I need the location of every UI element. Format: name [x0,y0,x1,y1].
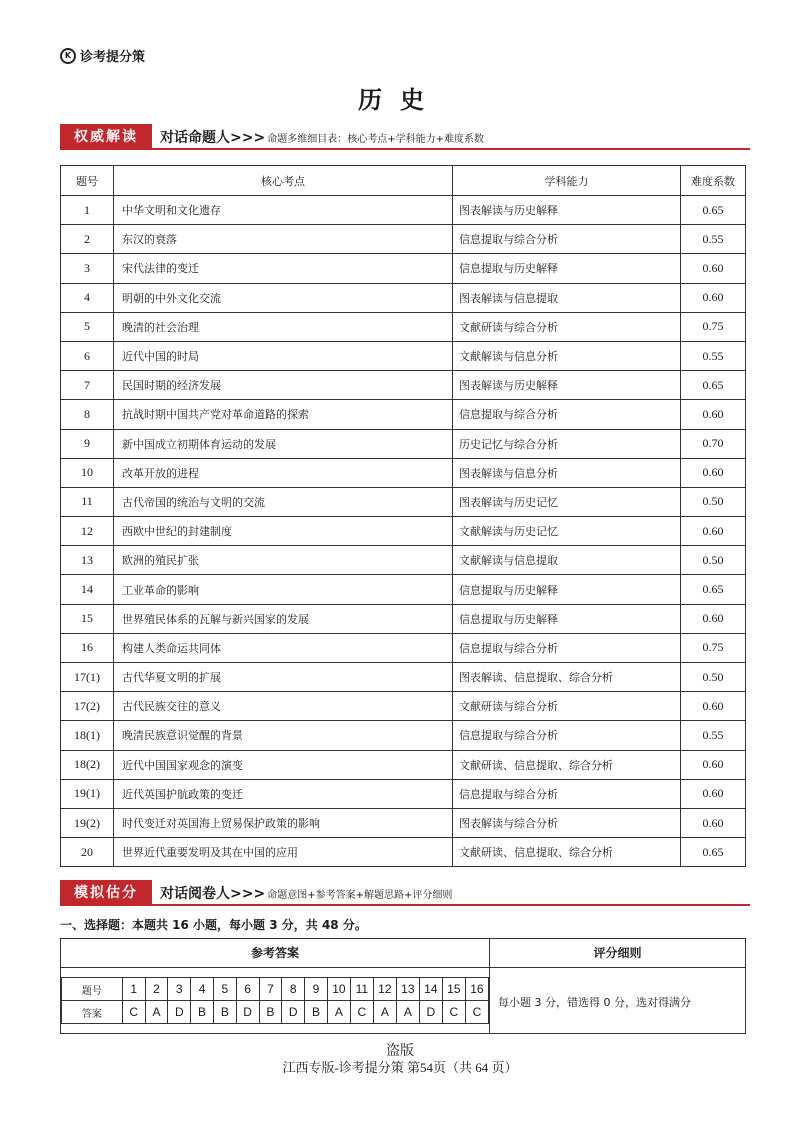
table-row [61,517,746,546]
table-row [61,692,746,721]
reference-answer-panel [61,939,490,1033]
answer-value-cell: B [191,1001,214,1024]
cell-difficulty: 0.60 [681,808,746,837]
answer-label: 答案 [62,1001,123,1024]
cell-no: 5 [61,312,114,341]
table-row [61,546,746,575]
cell-point: 西欧中世纪的封建制度 [114,517,453,546]
cell-no: 6 [61,341,114,370]
brand [60,46,145,65]
cell-ability: 信息提取与历史解释 [453,575,681,604]
answer-value-cell: D [282,1001,305,1024]
cell-point: 古代帝国的统治与文明的交流 [114,487,453,516]
brand-logo-icon: K [60,48,76,64]
answer-value-cell: B [259,1001,282,1024]
table-row [61,750,746,779]
cell-ability: 信息提取与历史解释 [453,254,681,283]
answer-number-cell: 3 [168,978,191,1001]
answer-number-cell: 8 [282,978,305,1001]
cell-point: 近代中国国家观念的演变 [114,750,453,779]
cell-no: 15 [61,604,114,633]
cell-ability: 图表解读与信息提取 [453,283,681,312]
answer-value-cell: A [327,1001,350,1024]
cell-ability: 图表解读与历史解释 [453,371,681,400]
cell-difficulty: 0.50 [681,663,746,692]
cell-difficulty: 0.60 [681,779,746,808]
table-body [61,196,746,867]
cell-ability: 图表解读与历史解释 [453,196,681,225]
cell-no: 11 [61,487,114,516]
table-row [61,487,746,516]
table-row [61,838,746,867]
answer-value-cell: B [213,1001,236,1024]
reference-answer-header: 参考答案 [61,939,489,968]
scoring-rule: 每小题 3 分，错选得 0 分，选对得满分 [498,996,691,1009]
header-point: 核心考点 [114,166,453,196]
cell-ability: 信息提取与综合分析 [453,400,681,429]
section-divider [60,148,750,150]
cell-difficulty: 0.60 [681,692,746,721]
section-tag: 模拟估分 [60,880,152,906]
cell-ability: 图表解读、信息提取、综合分析 [453,663,681,692]
answer-number-cell: 15 [442,978,465,1001]
cell-ability: 历史记忆与综合分析 [453,429,681,458]
cell-difficulty: 0.50 [681,487,746,516]
cell-ability: 信息提取与历史解释 [453,604,681,633]
cell-no: 18(1) [61,721,114,750]
table-row [61,721,746,750]
cell-ability: 信息提取与综合分析 [453,721,681,750]
table-row [61,371,746,400]
answer-value-cell: A [373,1001,396,1024]
cell-point: 中华文明和文化遗存 [114,196,453,225]
cell-ability: 图表解读与历史记忆 [453,487,681,516]
cell-difficulty: 0.55 [681,341,746,370]
cell-point: 世界近代重要发明及其在中国的应用 [114,838,453,867]
cell-ability: 信息提取与综合分析 [453,779,681,808]
answer-number-cell: 4 [191,978,214,1001]
cell-difficulty: 0.55 [681,225,746,254]
page-footer: 江西专版-诊考提分策 第54页（共 64 页） [282,1060,518,1075]
cell-ability: 文献解读与信息提取 [453,546,681,575]
cell-no: 16 [61,633,114,662]
header-difficulty: 难度系数 [681,166,746,196]
answer-value-cell: C [122,1001,145,1024]
section-subtitle: 对话命题人>>> [160,130,266,146]
section-subtitle: 对话阅卷人>>> [160,886,266,902]
answer-number-cell: 6 [236,978,259,1001]
cell-ability: 文献研读、信息提取、综合分析 [453,838,681,867]
cell-point: 世界殖民体系的瓦解与新兴国家的发展 [114,604,453,633]
cell-point: 工业革命的影响 [114,575,453,604]
cell-difficulty: 0.50 [681,546,746,575]
cell-difficulty: 0.75 [681,312,746,341]
answer-number-cell: 10 [327,978,350,1001]
answer-number-cell: 14 [419,978,442,1001]
answer-value-cell: C [442,1001,465,1024]
cell-no: 19(1) [61,779,114,808]
cell-no: 18(2) [61,750,114,779]
cell-no: 17(1) [61,663,114,692]
cell-difficulty: 0.75 [681,633,746,662]
cell-ability: 文献研读与综合分析 [453,312,681,341]
table-row [61,400,746,429]
cell-difficulty: 0.60 [681,400,746,429]
scoring-header: 评分细则 [490,939,745,968]
cell-no: 19(2) [61,808,114,837]
cell-no: 8 [61,400,114,429]
table-row [61,779,746,808]
cell-point: 新中国成立初期体育运动的发展 [114,429,453,458]
cell-difficulty: 0.60 [681,517,746,546]
answer-value-row [62,1001,489,1024]
section-simulation-header [60,880,750,906]
core-points-table [60,165,746,867]
cell-difficulty: 0.55 [681,721,746,750]
cell-no: 14 [61,575,114,604]
cell-point: 东汉的衰落 [114,225,453,254]
cell-difficulty: 0.65 [681,196,746,225]
section-divider [60,904,750,906]
cell-ability: 文献解读与历史记忆 [453,517,681,546]
cell-ability: 文献研读与综合分析 [453,692,681,721]
number-label: 题号 [62,978,123,1001]
cell-ability: 文献解读与信息分析 [453,341,681,370]
answer-number-cell: 12 [373,978,396,1001]
answer-number-cell: 9 [305,978,328,1001]
answer-value-cell: D [236,1001,259,1024]
answer-value-cell: A [145,1001,168,1024]
cell-difficulty: 0.60 [681,254,746,283]
cell-no: 9 [61,429,114,458]
cell-no: 13 [61,546,114,575]
cell-no: 7 [61,371,114,400]
cell-point: 改革开放的进程 [114,458,453,487]
cell-difficulty: 0.60 [681,750,746,779]
cell-ability: 图表解读与综合分析 [453,808,681,837]
table-row [61,429,746,458]
answer-number-cell: 16 [465,978,488,1001]
answer-value-cell: D [168,1001,191,1024]
cell-no: 10 [61,458,114,487]
table-row [61,341,746,370]
cell-point: 近代中国的时局 [114,341,453,370]
table-row [61,458,746,487]
answer-value-cell: C [465,1001,488,1024]
table-row [61,575,746,604]
section-authority-header [60,124,750,150]
section-note: 命题多维细目表：核心考点+学科能力+难度系数 [267,133,484,145]
cell-ability: 信息提取与综合分析 [453,633,681,662]
header-no: 题号 [61,166,114,196]
answer-number-cell: 1 [122,978,145,1001]
cell-ability: 信息提取与综合分析 [453,225,681,254]
answer-table [61,977,489,1024]
cell-difficulty: 0.70 [681,429,746,458]
cell-ability: 图表解读与信息分析 [453,458,681,487]
cell-difficulty: 0.60 [681,458,746,487]
cell-point: 明朝的中外文化交流 [114,283,453,312]
cell-point: 构建人类命运共同体 [114,633,453,662]
table-row [61,663,746,692]
cell-point: 宋代法律的变迁 [114,254,453,283]
answer-value-cell: B [305,1001,328,1024]
cell-point: 古代民族交往的意义 [114,692,453,721]
cell-no: 17(2) [61,692,114,721]
answer-number-row [62,978,489,1001]
stamp-text: 盗版 [386,1043,414,1059]
cell-point: 时代变迁对英国海上贸易保护政策的影响 [114,808,453,837]
page-title: 历史 [358,86,442,114]
cell-point: 欧洲的殖民扩张 [114,546,453,575]
cell-point: 抗战时期中国共产党对革命道路的探索 [114,400,453,429]
section-note: 命题意图+参考答案+解题思路+评分细则 [267,889,453,901]
answer-value-cell: D [419,1001,442,1024]
header-ability: 学科能力 [453,166,681,196]
cell-difficulty: 0.60 [681,604,746,633]
answer-box [60,938,746,1034]
cell-no: 20 [61,838,114,867]
question-heading: 一、选择题：本题共 16 小题，每小题 3 分，共 48 分。 [60,918,367,932]
table-row [61,254,746,283]
cell-point: 晚清民族意识觉醒的背景 [114,721,453,750]
section-tag: 权威解读 [60,124,152,150]
cell-difficulty: 0.65 [681,371,746,400]
cell-no: 1 [61,196,114,225]
cell-difficulty: 0.65 [681,838,746,867]
table-header-row [61,166,746,196]
answer-value-cell: C [350,1001,373,1024]
cell-point: 晚清的社会治理 [114,312,453,341]
brand-name: 诊考提分策 [80,50,146,65]
cell-difficulty: 0.60 [681,283,746,312]
table-row [61,604,746,633]
cell-ability: 文献研读、信息提取、综合分析 [453,750,681,779]
cell-difficulty: 0.65 [681,575,746,604]
answer-value-cell: A [396,1001,419,1024]
cell-no: 2 [61,225,114,254]
table-row [61,196,746,225]
table-row [61,633,746,662]
table-row [61,283,746,312]
answer-number-cell: 11 [350,978,373,1001]
cell-point: 近代英国护航政策的变迁 [114,779,453,808]
answer-number-cell: 5 [213,978,236,1001]
table-row [61,808,746,837]
cell-no: 4 [61,283,114,312]
cell-no: 3 [61,254,114,283]
answer-number-cell: 7 [259,978,282,1001]
cell-point: 古代华夏文明的扩展 [114,663,453,692]
table-row [61,225,746,254]
cell-no: 12 [61,517,114,546]
answer-number-cell: 2 [145,978,168,1001]
cell-point: 民国时期的经济发展 [114,371,453,400]
table-row [61,312,746,341]
scoring-panel [490,939,745,1033]
answer-number-cell: 13 [396,978,419,1001]
